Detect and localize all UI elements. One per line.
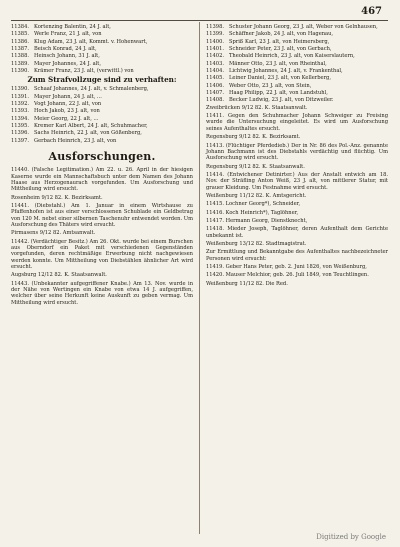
paragraph-7: 11443. (Unbekannter aufgegriffener Knabe.) Am 13. Nov. wurde in der Nähe von Wertingen ein Knabe von etwa 14 J. aufgegriffen, welcher über seine Herkunft keine Auskunft zu geben vermag. Um Mittheilung wird ersucht. <box>11 280 193 306</box>
list-item: 11384. Kortenzing Balentin, 24 J. alt, <box>11 24 111 30</box>
paragraph-right-6: Weißenburg 11/12 82. K. Amtsgericht. <box>206 192 307 199</box>
paragraph-right-12: Zur Ermittlung und Bekanntgabe des Aufenthaltes nachbezeichneter Personen wird ersucht: <box>206 249 388 262</box>
paragraph-2: Rosenheim 9/12 82. K. Bezirksamt. <box>11 194 103 201</box>
list-item: 11395. Kremer Karl Albert, 24 J. alt, Schuhmacher, <box>11 123 148 130</box>
list-item: 11390. Krämer Franz, 23 J. alt, (verwittl.) von <box>11 68 134 75</box>
paragraph-right-2: Regensburg 9/12 82. K. Bezirksamt. <box>206 134 301 141</box>
list-item: 11406. Weber Otto, 23 J. alt, von Stein, <box>206 82 312 89</box>
page-number: 467 <box>361 6 382 17</box>
list-item: 11400. Spriß Karl, 23 J. alt, von Heimersberg, <box>206 38 330 45</box>
column-divider <box>199 22 200 534</box>
list-item: 11389. Mayer Johannes, 24 J. alt, <box>11 60 101 67</box>
paragraph-1: 11440. (Falsche Legitimation.) Am 22. u. 26. April in der hiesigen Kaserne wurde ein Mannschaftsbuch unter dem Namen des Johann Haase aus Herzogenaurach vorgefunden. Um Ausforschung und Mittheilung wird ersucht. <box>11 167 193 193</box>
list-item: 11397. Gerbach Heinrich, 23 J. alt, von <box>11 137 117 144</box>
list-item: 11399. Schäffner Jakob, 24 J. alt, von Hagenau, <box>206 31 334 38</box>
paragraph-right-1: 11411. Gegen den Schuhmacher Johann Schweiger zu Freising wurde die Untersuchung eingeleitet. Es wird um Ausforschung seines Aufenthaltes ersucht. <box>206 113 388 132</box>
paragraph-right-13: 11419. Geber Hans Peter, geb. 2. Juni 1826, von Weißenburg, <box>206 264 367 270</box>
entry-list <box>11 86 193 144</box>
list-item: 11396. Sachs Heinrich, 22 J. alt, von Gößenberg, <box>11 130 142 137</box>
list-item: 11387. Beisch Konrad, 24 J. alt, <box>11 46 97 53</box>
list-item: 11393. Hoch Jakob, 23 J. alt, von <box>11 108 100 115</box>
top-entry-list <box>11 24 193 74</box>
list-item: 11405. Leiner Daniel, 23 J. alt, von Kellerberg, <box>206 75 331 82</box>
list-item: 11407. Haag Philipp, 22 J. alt, von Landstuhl, <box>206 90 328 97</box>
paragraph-right-3: 11413. (Flüchtiger Pferdedieb.) Der in Nr. 86 des Pol.-Anz. genannte Johann Bachmann ist des Diebstahls verdächtig und flüchtig. Um Ausforschung wird ersucht. <box>206 142 388 162</box>
paragraph-right-11: Weißenburg 13/12 82. Stadtmagistrat. <box>206 240 307 247</box>
right-column <box>206 24 388 289</box>
list-item: 11385. Werle Franz, 21 J. alt, von <box>11 31 102 38</box>
list-item: 11398. Schuster Johann Georg, 23 J. alt, Weber von Gelnhausen, <box>206 24 378 30</box>
list-item: 11403. Männer Otto, 23 J. alt, von Rheinthal, <box>206 60 327 67</box>
left-column <box>11 24 193 308</box>
paragraph-right-7: 11415. Lochner Georg*), Schneider, <box>206 201 301 208</box>
list-item: 11401. Schneider Peter, 23 J. alt, von Gerbach, <box>206 46 332 53</box>
paragraph-right-4: Regensburg 9/12 82. K. Staatsanwalt. <box>206 163 305 170</box>
list-item: 11394. Meier Georg, 22 J. alt, ... <box>11 115 99 122</box>
footer-watermark: Digitized by Google <box>316 533 386 541</box>
top-rule <box>11 20 388 21</box>
list-item: 11390. Schaaf Johannes, 24 J. alt, v. Schmalenberg, <box>11 86 149 93</box>
paragraph-4: Pirmasens 9/12 82. Amtsanwalt. <box>11 230 96 237</box>
list-item: 11386. Klug Adam, 23 J. alt, Kommt. v. Hohenwart, <box>11 38 148 45</box>
paragraph-6: Augsburg 12/12 82. K. Staatsanwalt. <box>11 272 107 279</box>
paragraph-right-10: 11418. Mieder Joseph, Taglöhner, deren Aufenthalt dem Gerichte unbekannt ist. <box>206 226 388 239</box>
paragraph-right-8: 11416. Koch Heinrich*), Taglöhner, <box>206 209 299 216</box>
paragraph-right-5: 11414. (Entwichener Detinirter.) Aus der Anstalt entwich am 18. Nov. der Sträfling Anton Weiß, 23 J. alt, von mittlerer Statur, mit grauer Kleidung. Um Festnahme wird ersucht. <box>206 171 388 191</box>
list-item: 11388. Heinsch Johann, 31 J. alt, <box>11 53 100 60</box>
right-note: Zweibrücken 9/12 82. K. Staatsanwalt. <box>206 104 308 111</box>
paragraph-3: 11441. (Diebstahl.) Am 1. Januar in einem Wirtshause zu Pfaffenhofen ist aus einer verschlossenen Schublade ein Geldbetrag von 120 M. nebst einer silbernen Taschenuhr entwendet worden. Um Ausforschung des Thäters wird ersucht. <box>11 202 193 228</box>
list-item: 11391. Mayer Johann, 24 J. alt, ... <box>11 93 102 100</box>
paragraph-right-15: Weißenburg 11/12 82. Die Red. <box>206 280 288 287</box>
column-heading: Zum Strafvollzuge sind zu verhaften: <box>27 75 177 85</box>
list-item: 11392. Vogt Johann, 22 J. alt, von <box>11 101 102 108</box>
list-item: 11402. Theobald Heinrich, 23 J. alt, von Kaiserslautern, <box>206 53 355 60</box>
paragraph-right-9: 11417. Hermann Georg, Dienstknecht, <box>206 217 308 224</box>
paragraph-right-14: 11420. Mauser Melchior, geb. 26. Juli 1849, von Teuchtlingen. <box>206 272 369 279</box>
list-item: 11408. Becker Ludwig, 23 J. alt, von Ditzweiler. <box>206 97 334 104</box>
paragraph-5: 11442. (Verdächtiger Besitz.) Am 26. Okt. wurde bei einem Burschen aus Oberndorf ein Paket mit verschiedenen Gegenständen vorgefunden, deren rechtmäßige Erwerbung nicht nachgewiesen werden konnte. Um Mittheilung von Diebstählen ähnlicher Art wird ersucht. <box>11 238 193 270</box>
list-item: 11404. Lichtwig Johannes, 24 J. alt, v. Frankenthal, <box>206 68 343 75</box>
entry-list-right <box>206 24 388 104</box>
section-title: Ausforschungen. <box>48 150 156 164</box>
